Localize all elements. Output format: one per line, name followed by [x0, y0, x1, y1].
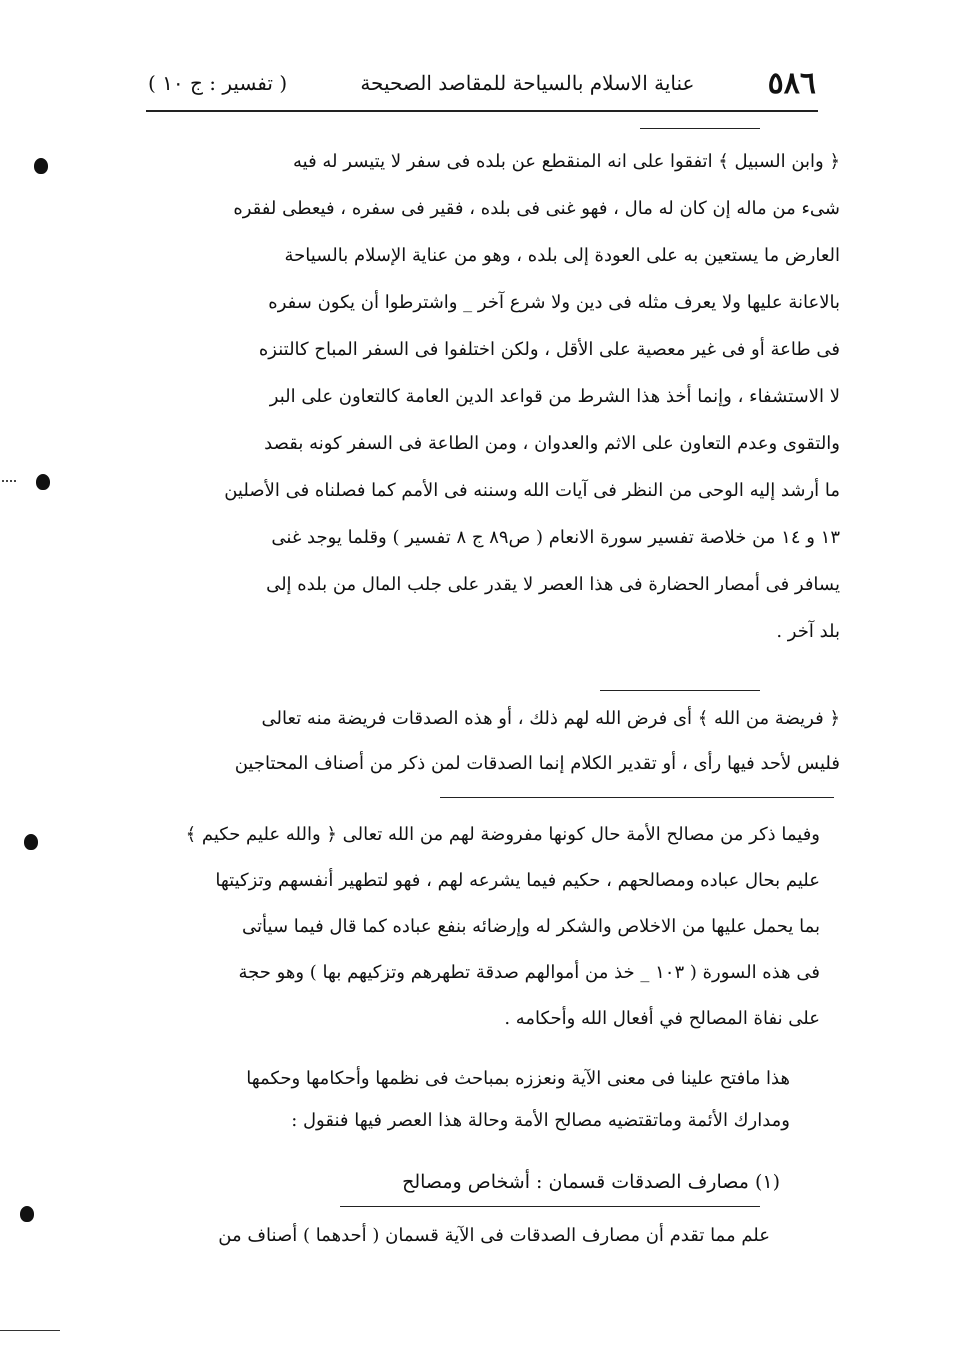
paragraph-intro: [150, 1058, 790, 1142]
punch-hole-mark: [20, 1206, 34, 1222]
punch-hole-mark: [24, 834, 38, 850]
text-line: فى هذه السورة ( ١٠٣ _ خذ من أموالهم صدقة تطهرهم وتزكيهم بها ) وهو حجة: [238, 962, 820, 983]
margin-dash-mark: [2, 480, 16, 482]
text-line: والتقوى وعدم التعاون على الاثم والعدوان ، ومن الطاعة فى السفر كونه بقصد: [264, 433, 840, 454]
text-line: هذا مافتح علينا فى معنى الآية ونعززه بمباحث فى نظمها وأحكامها وحكمها: [246, 1068, 790, 1089]
text-line: ﴿ وابن السبيل ﴾ اتفقوا على انه المنقطع عن بلده فى سفر لا يتيسر له فيه: [293, 151, 840, 172]
punch-hole-mark: [36, 474, 50, 490]
paragraph-last: [150, 1214, 770, 1258]
header-rule: [146, 110, 818, 112]
text-line: العارض ما يستعين به على العودة إلى بلده ، وهو من عناية الإسلام بالسياحة: [284, 245, 840, 266]
volume-reference: ( تفسير : ج ١٠ ): [148, 71, 288, 95]
paragraph-farida: [150, 696, 840, 786]
verse-rule: [600, 690, 760, 691]
paragraph-hakim: [150, 812, 820, 1042]
text-line: بالاعانة عليها ولا يعرف مثله فى دين ولا شرع آخر _ واشترطوا أن يكون سفره: [268, 292, 840, 313]
text-line: عليم بحال عباده ومصالحهم ، حكيم فيما يشرعه لهم ، فهو لتطهير أنفسهم وتزكيتها: [215, 870, 820, 891]
page-header: [148, 62, 816, 104]
text-line: علم مما تقدم أن مصارف الصدقات فى الآية قسمان ( أحدهما ) أصناف من: [218, 1225, 770, 1246]
text-line: ﴿ فريضة من الله ﴾ أى فرض الله لهم ذلك ، أو هذه الصدقات فريضة منه تعالى: [261, 708, 840, 729]
verse-rule: [440, 797, 834, 798]
paragraph-ibn-sabil: [150, 138, 840, 655]
text-line: لا الاستشفاء ، وإنما أخذ هذا الشرط من قواعد الدين العامة كالتعاون على البر: [269, 386, 840, 407]
text-line: ما أرشد إليه الوحى من النظر فى آيات الله وسننه فى الأمم كما فصلناه فى الأصلين: [224, 480, 840, 501]
text-line: ١٣ و ١٤ من خلاصة تفسير سورة الانعام ( ص٨٩ ج ٨ تفسير ) وقلما يوجد غنى: [271, 527, 840, 548]
section-heading: (١) مصارف الصدقات قسمان : أشخاص ومصالح: [402, 1171, 780, 1193]
text-line: ومدارك الأئمة وماتقتضيه مصالح الأمة وحالة هذا العصر فيها فنقول :: [291, 1110, 790, 1131]
text-line: بلد آخر .: [776, 621, 840, 642]
verse-rule: [640, 128, 760, 129]
page-number: ٥٨٦: [767, 65, 816, 101]
punch-hole-mark: [34, 158, 48, 174]
text-line: يسافر فى أمصار الحضارة فى هذا العصر لا يقدر على جلب المال من بلده إلى: [266, 574, 840, 595]
text-line: على نفاة المصالح في أفعال الله وأحكامه .: [504, 1008, 820, 1029]
text-line: فى طاعة أو فى غير معصية على الأقل ، ولكن اختلفوا فى السفر المباح كالتنزه: [258, 339, 840, 360]
text-line: شىء من ماله إن كان له مال ، فهو غنى فى بلده ، فقير فى سفره ، فيعطى لفقره: [233, 198, 840, 219]
text-line: بما يحمل عليها من الاخلاص والشكر له وإرضائه بنفع عباده كما قال فيما سيأتى: [242, 916, 820, 937]
footer-rule: [0, 1330, 60, 1331]
running-title: عناية الاسلام بالسياحة للمقاصد الصحيحة: [360, 71, 695, 95]
heading-underline: [340, 1206, 760, 1207]
text-line: وفيما ذكر من مصالح الأمة حال كونها مفروضة لهم من الله تعالى ﴿ والله عليم حكيم ﴾: [185, 824, 820, 845]
text-line: فليس لأحد فيها رأى ، أو تقدير الكلام إنما الصدقات لمن ذكر من أصناف المحتاجين: [234, 753, 840, 774]
